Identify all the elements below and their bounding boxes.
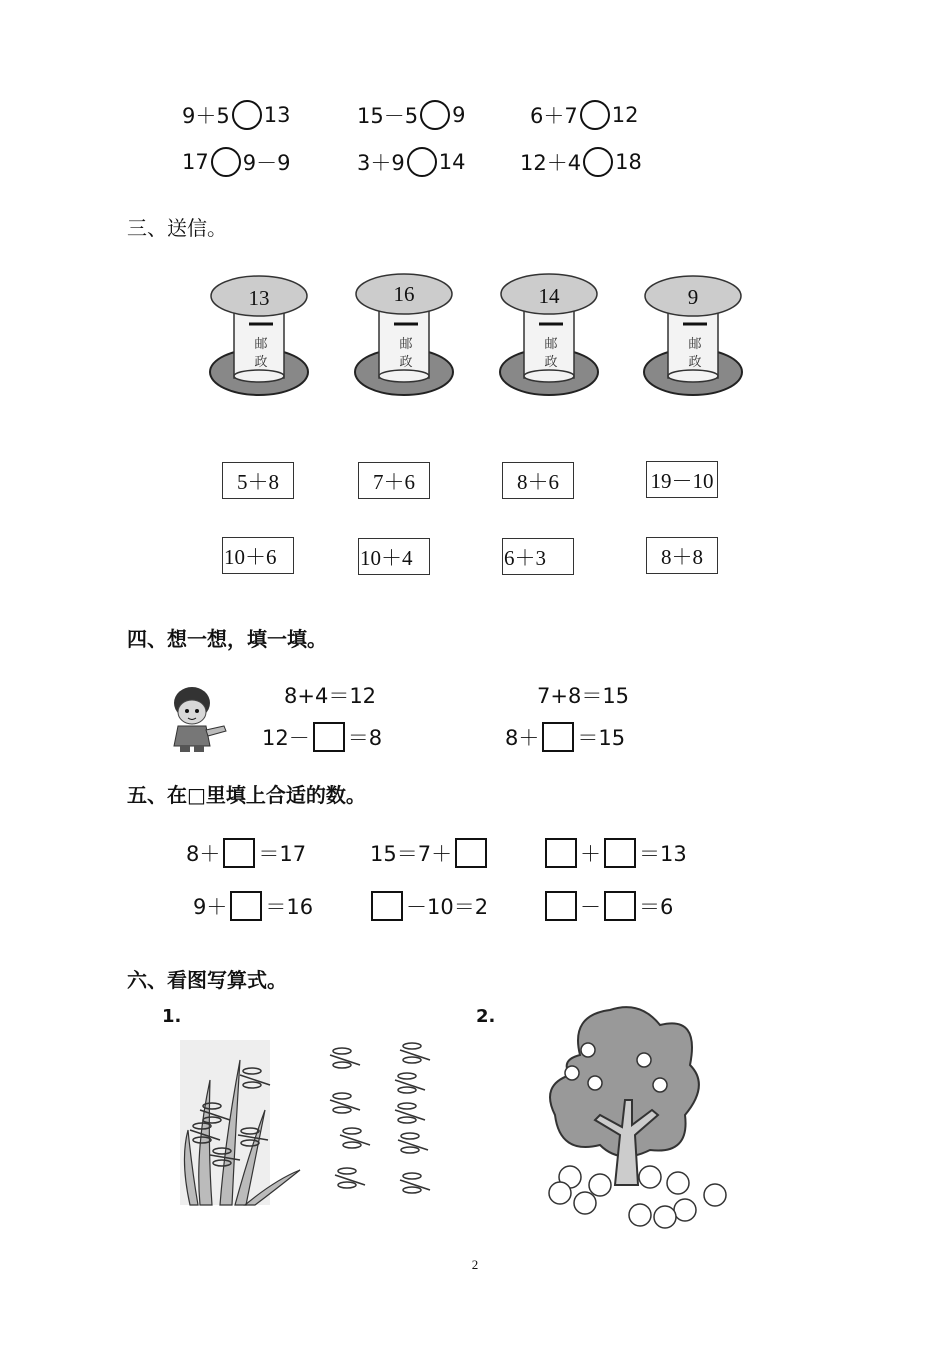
compare-circle[interactable] [580, 100, 610, 130]
compare-left: 12＋4 [520, 151, 582, 175]
letter-card[interactable]: 8＋6 [502, 462, 574, 499]
answer-box[interactable] [604, 891, 636, 921]
answer-box[interactable] [223, 838, 255, 868]
given-equation-text: 7+8＝15 [537, 684, 630, 708]
compare-item [530, 100, 638, 130]
boy-illustration [166, 686, 232, 760]
letter-card[interactable]: 10＋4 [358, 538, 430, 575]
mailbox [354, 272, 464, 407]
page-number: 2 [471, 1257, 479, 1272]
compare-left: 9＋5 [182, 104, 230, 128]
compare-circle[interactable] [420, 100, 450, 130]
dragonfly-illustration [180, 1040, 448, 1210]
compare-left: 15－5 [357, 104, 419, 128]
compare-circle[interactable] [583, 147, 613, 177]
letter-card[interactable]: 19－10 [646, 461, 718, 498]
given-equation [537, 680, 629, 710]
problem-label: 2. [476, 1006, 496, 1027]
compare-item [357, 100, 465, 130]
compare-circle[interactable] [211, 147, 241, 177]
letter-card[interactable]: 6＋3 [502, 538, 574, 575]
answer-box[interactable] [545, 838, 577, 868]
section-title: 三、送信。 [127, 216, 227, 240]
section-title: 四、想一想，填一填。 [127, 627, 327, 651]
fill-equation [370, 838, 490, 868]
compare-right: 9－9 [242, 151, 291, 175]
equation-suffix: ＝13 [639, 842, 687, 866]
fill-equation [542, 838, 687, 868]
fill-equation [193, 891, 313, 921]
equation-suffix: ＝17 [258, 842, 307, 866]
equation-prefix: 9＋ [193, 895, 228, 919]
compare-item [182, 147, 290, 177]
mailbox [499, 272, 609, 407]
letter-card[interactable]: 7＋6 [358, 462, 430, 499]
given-equation [284, 680, 376, 710]
problem-label: 1. [162, 1006, 182, 1027]
boy-icon [166, 686, 232, 756]
mailbox-text-2: 政 [688, 355, 702, 370]
section-title: 五、在□里填上合适的数。 [127, 783, 366, 807]
mailbox-number: 16 [393, 282, 415, 306]
apple-tree-picture [540, 1005, 740, 1244]
compare-item [520, 147, 642, 177]
answer-box[interactable] [230, 891, 262, 921]
fill-equation [505, 722, 625, 752]
mailbox-text-1: 邮 [688, 337, 702, 352]
answer-box[interactable] [371, 891, 403, 921]
letter-card[interactable]: 10＋6 [222, 537, 294, 574]
fill-equation [368, 891, 488, 921]
compare-item [357, 147, 465, 177]
equation-prefix: 8＋ [505, 726, 540, 750]
mailbox-text-1: 邮 [544, 337, 558, 352]
equation-prefix: 12－ [262, 726, 310, 750]
fill-equation [542, 891, 673, 921]
equation-operator: ＋ [580, 842, 601, 866]
equation-suffix: －10＝2 [406, 895, 489, 919]
compare-right: 12 [611, 103, 639, 127]
mailbox-text-2: 政 [544, 355, 558, 370]
compare-right: 13 [263, 103, 291, 127]
equation-suffix: ＝16 [265, 895, 314, 919]
answer-box[interactable] [604, 838, 636, 868]
compare-left: 17 [182, 150, 209, 174]
equation-prefix: 8＋ [186, 842, 221, 866]
given-equation-text: 8+4＝12 [284, 684, 377, 708]
compare-right: 9 [452, 103, 466, 127]
answer-box[interactable] [455, 838, 487, 868]
apple-tree-illustration [540, 1005, 740, 1240]
compare-item [182, 100, 290, 130]
mailbox-number: 14 [538, 284, 560, 308]
letter-card[interactable]: 5＋8 [222, 462, 294, 499]
answer-box[interactable] [313, 722, 345, 752]
answer-box[interactable] [542, 722, 574, 752]
dragonfly-picture [180, 1040, 448, 1214]
compare-right: 14 [438, 150, 466, 174]
compare-left: 6＋7 [530, 104, 578, 128]
mailbox [643, 272, 753, 407]
compare-circle[interactable] [407, 147, 437, 177]
mailbox-number: 13 [248, 286, 270, 310]
compare-left: 3＋9 [357, 151, 405, 175]
answer-box[interactable] [545, 891, 577, 921]
section-title: 六、看图写算式。 [127, 968, 287, 992]
equation-prefix: 15＝7＋ [370, 842, 453, 866]
compare-circle[interactable] [232, 100, 262, 130]
fill-equation [262, 722, 382, 752]
mailbox-text-2: 政 [254, 355, 268, 370]
mailbox-text-2: 政 [399, 355, 413, 370]
equation-suffix: ＝15 [577, 726, 626, 750]
equation-operator: － [580, 895, 601, 919]
compare-right: 18 [615, 150, 642, 174]
letter-card[interactable]: 8＋8 [646, 537, 718, 574]
equation-suffix: ＝8 [347, 726, 383, 750]
mailbox [209, 272, 319, 407]
fill-equation [186, 838, 306, 868]
equation-suffix: ＝6 [639, 895, 674, 919]
mailbox-number: 9 [687, 285, 699, 309]
mailbox-text-1: 邮 [254, 337, 268, 352]
mailbox-text-1: 邮 [399, 337, 413, 352]
